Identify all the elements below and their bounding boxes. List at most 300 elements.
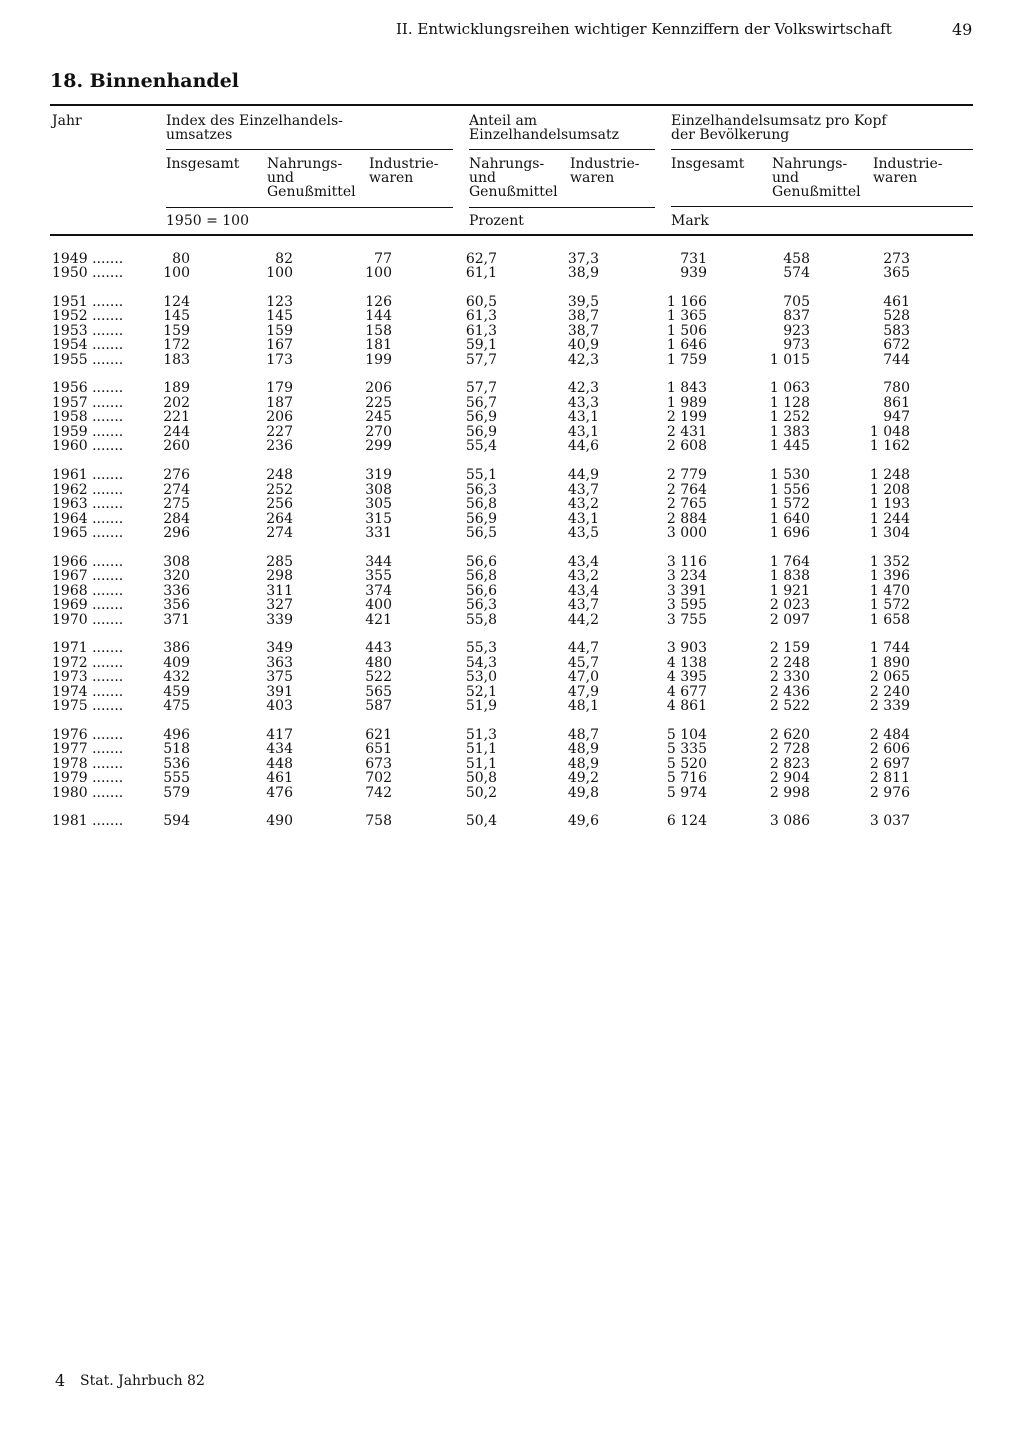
value-cell: 57,7 — [465, 380, 497, 396]
year-cell: 1966 ....... — [52, 554, 124, 570]
value-cell: 100 — [266, 265, 293, 281]
value-cell: 42,3 — [567, 352, 599, 368]
value-cell: 421 — [365, 612, 392, 628]
value-cell: 355 — [365, 568, 392, 584]
value-cell: 53,0 — [465, 669, 497, 685]
value-cell: 1 838 — [769, 568, 810, 584]
value-cell: 159 — [163, 323, 190, 339]
value-cell: 100 — [365, 265, 392, 281]
footer-source: Stat. Jahrbuch 82 — [80, 1373, 205, 1389]
value-cell: 244 — [163, 424, 190, 440]
value-cell: 2 522 — [769, 698, 810, 714]
unit-share: Prozent — [469, 213, 524, 229]
value-cell: 144 — [365, 308, 392, 324]
value-cell: 55,8 — [465, 612, 497, 628]
subhead-index-industrial: Industrie- waren — [369, 156, 439, 186]
value-cell: 3 903 — [666, 640, 707, 656]
value-cell: 252 — [266, 482, 293, 498]
value-cell: 705 — [783, 294, 810, 310]
value-cell: 2 764 — [666, 482, 707, 498]
value-cell: 124 — [163, 294, 190, 310]
page-number: 49 — [952, 20, 973, 39]
value-cell: 227 — [266, 424, 293, 440]
value-cell: 417 — [266, 727, 293, 743]
value-cell: 48,9 — [567, 741, 599, 757]
value-cell: 43,3 — [567, 395, 599, 411]
value-cell: 2 436 — [769, 684, 810, 700]
value-cell: 61,3 — [465, 308, 497, 324]
value-cell: 1 063 — [769, 380, 810, 396]
units-rule-per-capita — [671, 206, 973, 207]
value-cell: 274 — [163, 482, 190, 498]
value-cell: 2 779 — [666, 467, 707, 483]
value-cell: 1 396 — [869, 568, 910, 584]
value-cell: 50,4 — [465, 813, 497, 829]
year-cell: 1974 ....... — [52, 684, 124, 700]
header-group-share: Anteil am Einzelhandelsumsatz — [469, 113, 619, 143]
value-cell: 459 — [163, 684, 190, 700]
value-cell: 43,4 — [567, 583, 599, 599]
value-cell: 319 — [365, 467, 392, 483]
value-cell: 54,3 — [465, 655, 497, 671]
value-cell: 1 048 — [869, 424, 910, 440]
year-cell: 1960 ....... — [52, 438, 124, 454]
value-cell: 39,5 — [567, 294, 599, 310]
value-cell: 579 — [163, 785, 190, 801]
value-cell: 443 — [365, 640, 392, 656]
value-cell: 44,2 — [567, 612, 599, 628]
year-cell: 1971 ....... — [52, 640, 124, 656]
value-cell: 55,4 — [465, 438, 497, 454]
value-cell: 1 744 — [869, 640, 910, 656]
subhead-index-total: Insgesamt — [166, 156, 240, 172]
value-cell: 4 138 — [666, 655, 707, 671]
year-cell: 1981 ....... — [52, 813, 124, 829]
value-cell: 2 998 — [769, 785, 810, 801]
value-cell: 651 — [365, 741, 392, 757]
value-cell: 2 823 — [769, 756, 810, 772]
value-cell: 206 — [365, 380, 392, 396]
value-cell: 38,7 — [567, 308, 599, 324]
value-cell: 77 — [374, 251, 392, 267]
value-cell: 758 — [365, 813, 392, 829]
value-cell: 284 — [163, 511, 190, 527]
value-cell: 123 — [266, 294, 293, 310]
value-cell: 1 530 — [769, 467, 810, 483]
year-cell: 1967 ....... — [52, 568, 124, 584]
value-cell: 458 — [783, 251, 810, 267]
value-cell: 50,8 — [465, 770, 497, 786]
value-cell: 1 193 — [869, 496, 910, 512]
value-cell: 43,5 — [567, 525, 599, 541]
value-cell: 159 — [266, 323, 293, 339]
value-cell: 308 — [365, 482, 392, 498]
value-cell: 1 921 — [769, 583, 810, 599]
header-year: Jahr — [52, 113, 82, 129]
value-cell: 1 759 — [666, 352, 707, 368]
value-cell: 270 — [365, 424, 392, 440]
year-cell: 1969 ....... — [52, 597, 124, 613]
value-cell: 49,8 — [567, 785, 599, 801]
value-cell: 371 — [163, 612, 190, 628]
value-cell: 386 — [163, 640, 190, 656]
value-cell: 273 — [883, 251, 910, 267]
value-cell: 2 697 — [869, 756, 910, 772]
header-group-rule-per-capita — [671, 149, 973, 150]
value-cell: 3 234 — [666, 568, 707, 584]
year-cell: 1956 ....... — [52, 380, 124, 396]
value-cell: 43,1 — [567, 424, 599, 440]
value-cell: 56,6 — [465, 554, 497, 570]
value-cell: 1 658 — [869, 612, 910, 628]
value-cell: 1 252 — [769, 409, 810, 425]
value-cell: 61,3 — [465, 323, 497, 339]
year-cell: 1964 ....... — [52, 511, 124, 527]
value-cell: 461 — [883, 294, 910, 310]
value-cell: 1 470 — [869, 583, 910, 599]
units-rule-index — [166, 207, 453, 208]
value-cell: 44,7 — [567, 640, 599, 656]
value-cell: 2 765 — [666, 496, 707, 512]
value-cell: 42,3 — [567, 380, 599, 396]
value-cell: 1 445 — [769, 438, 810, 454]
value-cell: 56,9 — [465, 511, 497, 527]
value-cell: 56,6 — [465, 583, 497, 599]
value-cell: 1 572 — [769, 496, 810, 512]
subhead-index-food: Nahrungs- und Genußmittel — [267, 156, 356, 200]
footer-sheet-number: 4 — [55, 1371, 66, 1390]
subhead-share-industrial: Industrie- waren — [570, 156, 640, 186]
value-cell: 296 — [163, 525, 190, 541]
value-cell: 48,9 — [567, 756, 599, 772]
year-cell: 1977 ....... — [52, 741, 124, 757]
value-cell: 939 — [680, 265, 707, 281]
value-cell: 1 244 — [869, 511, 910, 527]
value-cell: 51,9 — [465, 698, 497, 714]
value-cell: 1 696 — [769, 525, 810, 541]
value-cell: 51,1 — [465, 756, 497, 772]
value-cell: 344 — [365, 554, 392, 570]
value-cell: 780 — [883, 380, 910, 396]
value-cell: 528 — [883, 308, 910, 324]
value-cell: 594 — [163, 813, 190, 829]
value-cell: 225 — [365, 395, 392, 411]
value-cell: 183 — [163, 352, 190, 368]
year-cell: 1962 ....... — [52, 482, 124, 498]
value-cell: 56,5 — [465, 525, 497, 541]
value-cell: 587 — [365, 698, 392, 714]
value-cell: 1 989 — [666, 395, 707, 411]
year-cell: 1968 ....... — [52, 583, 124, 599]
year-cell: 1979 ....... — [52, 770, 124, 786]
value-cell: 2 431 — [666, 424, 707, 440]
value-cell: 1 556 — [769, 482, 810, 498]
value-cell: 518 — [163, 741, 190, 757]
value-cell: 56,8 — [465, 568, 497, 584]
value-cell: 56,8 — [465, 496, 497, 512]
value-cell: 43,7 — [567, 482, 599, 498]
value-cell: 621 — [365, 727, 392, 743]
year-cell: 1953 ....... — [52, 323, 124, 339]
running-head: II. Entwicklungsreihen wichtiger Kennziffern der Volkswirtschaft — [396, 20, 892, 38]
value-cell: 52,1 — [465, 684, 497, 700]
value-cell: 673 — [365, 756, 392, 772]
value-cell: 4 677 — [666, 684, 707, 700]
value-cell: 260 — [163, 438, 190, 454]
value-cell: 331 — [365, 525, 392, 541]
year-cell: 1972 ....... — [52, 655, 124, 671]
value-cell: 236 — [266, 438, 293, 454]
header-group-rule-share — [469, 149, 655, 150]
value-cell: 522 — [365, 669, 392, 685]
year-cell: 1957 ....... — [52, 395, 124, 411]
value-cell: 308 — [163, 554, 190, 570]
value-cell: 1 843 — [666, 380, 707, 396]
value-cell: 1 162 — [869, 438, 910, 454]
year-cell: 1949 ....... — [52, 251, 124, 267]
header-group-index: Index des Einzelhandels- umsatzes — [166, 113, 343, 143]
unit-per-capita: Mark — [671, 213, 709, 229]
year-cell: 1961 ....... — [52, 467, 124, 483]
value-cell: 565 — [365, 684, 392, 700]
value-cell: 2 097 — [769, 612, 810, 628]
value-cell: 100 — [163, 265, 190, 281]
value-cell: 496 — [163, 727, 190, 743]
value-cell: 336 — [163, 583, 190, 599]
value-cell: 2 904 — [769, 770, 810, 786]
value-cell: 56,7 — [465, 395, 497, 411]
year-cell: 1955 ....... — [52, 352, 124, 368]
value-cell: 837 — [783, 308, 810, 324]
value-cell: 555 — [163, 770, 190, 786]
value-cell: 672 — [883, 337, 910, 353]
value-cell: 43,1 — [567, 511, 599, 527]
value-cell: 2 884 — [666, 511, 707, 527]
value-cell: 1 646 — [666, 337, 707, 353]
value-cell: 973 — [783, 337, 810, 353]
value-cell: 2 339 — [869, 698, 910, 714]
header-group-per-capita: Einzelhandelsumsatz pro Kopf der Bevölkerung — [671, 113, 887, 143]
value-cell: 2 484 — [869, 727, 910, 743]
value-cell: 1 304 — [869, 525, 910, 541]
value-cell: 583 — [883, 323, 910, 339]
value-cell: 475 — [163, 698, 190, 714]
subhead-capita-food: Nahrungs- und Genußmittel — [772, 156, 861, 200]
value-cell: 5 974 — [666, 785, 707, 801]
value-cell: 2 608 — [666, 438, 707, 454]
value-cell: 285 — [266, 554, 293, 570]
value-cell: 2 728 — [769, 741, 810, 757]
value-cell: 48,7 — [567, 727, 599, 743]
value-cell: 2 811 — [869, 770, 910, 786]
value-cell: 1 640 — [769, 511, 810, 527]
value-cell: 145 — [266, 308, 293, 324]
value-cell: 126 — [365, 294, 392, 310]
value-cell: 4 395 — [666, 669, 707, 685]
year-cell: 1954 ....... — [52, 337, 124, 353]
value-cell: 5 520 — [666, 756, 707, 772]
value-cell: 490 — [266, 813, 293, 829]
value-cell: 248 — [266, 467, 293, 483]
value-cell: 49,6 — [567, 813, 599, 829]
table-top-rule — [50, 104, 973, 106]
value-cell: 245 — [365, 409, 392, 425]
value-cell: 1 248 — [869, 467, 910, 483]
value-cell: 375 — [266, 669, 293, 685]
value-cell: 744 — [883, 352, 910, 368]
value-cell: 43,2 — [567, 496, 599, 512]
value-cell: 305 — [365, 496, 392, 512]
value-cell: 3 755 — [666, 612, 707, 628]
value-cell: 299 — [365, 438, 392, 454]
value-cell: 1 208 — [869, 482, 910, 498]
value-cell: 60,5 — [465, 294, 497, 310]
value-cell: 38,7 — [567, 323, 599, 339]
value-cell: 2 606 — [869, 741, 910, 757]
value-cell: 62,7 — [465, 251, 497, 267]
value-cell: 3 037 — [869, 813, 910, 829]
year-cell: 1973 ....... — [52, 669, 124, 685]
value-cell: 56,9 — [465, 409, 497, 425]
value-cell: 145 — [163, 308, 190, 324]
value-cell: 1 365 — [666, 308, 707, 324]
value-cell: 82 — [275, 251, 293, 267]
value-cell: 57,7 — [465, 352, 497, 368]
value-cell: 59,1 — [465, 337, 497, 353]
year-cell: 1959 ....... — [52, 424, 124, 440]
value-cell: 38,9 — [567, 265, 599, 281]
value-cell: 947 — [883, 409, 910, 425]
value-cell: 274 — [266, 525, 293, 541]
value-cell: 391 — [266, 684, 293, 700]
value-cell: 2 240 — [869, 684, 910, 700]
subhead-capita-total: Insgesamt — [671, 156, 745, 172]
value-cell: 50,2 — [465, 785, 497, 801]
value-cell: 61,1 — [465, 265, 497, 281]
value-cell: 1 383 — [769, 424, 810, 440]
value-cell: 403 — [266, 698, 293, 714]
units-rule-share — [469, 207, 655, 208]
value-cell: 256 — [266, 496, 293, 512]
value-cell: 80 — [172, 251, 190, 267]
value-cell: 339 — [266, 612, 293, 628]
value-cell: 173 — [266, 352, 293, 368]
value-cell: 3 391 — [666, 583, 707, 599]
value-cell: 476 — [266, 785, 293, 801]
subhead-share-food: Nahrungs- und Genußmittel — [469, 156, 558, 200]
value-cell: 172 — [163, 337, 190, 353]
header-group-rule-index — [166, 149, 453, 150]
value-cell: 374 — [365, 583, 392, 599]
value-cell: 315 — [365, 511, 392, 527]
value-cell: 1 764 — [769, 554, 810, 570]
year-cell: 1951 ....... — [52, 294, 124, 310]
year-cell: 1978 ....... — [52, 756, 124, 772]
value-cell: 434 — [266, 741, 293, 757]
value-cell: 1 572 — [869, 597, 910, 613]
year-cell: 1952 ....... — [52, 308, 124, 324]
value-cell: 3 595 — [666, 597, 707, 613]
year-cell: 1963 ....... — [52, 496, 124, 512]
value-cell: 44,6 — [567, 438, 599, 454]
value-cell: 861 — [883, 395, 910, 411]
value-cell: 311 — [266, 583, 293, 599]
value-cell: 2 620 — [769, 727, 810, 743]
value-cell: 1 352 — [869, 554, 910, 570]
value-cell: 327 — [266, 597, 293, 613]
value-cell: 923 — [783, 323, 810, 339]
value-cell: 2 248 — [769, 655, 810, 671]
value-cell: 365 — [883, 265, 910, 281]
value-cell: 298 — [266, 568, 293, 584]
value-cell: 43,2 — [567, 568, 599, 584]
value-cell: 3 116 — [666, 554, 707, 570]
value-cell: 167 — [266, 337, 293, 353]
value-cell: 1 890 — [869, 655, 910, 671]
value-cell: 43,7 — [567, 597, 599, 613]
value-cell: 47,9 — [567, 684, 599, 700]
value-cell: 536 — [163, 756, 190, 772]
year-cell: 1980 ....... — [52, 785, 124, 801]
year-cell: 1970 ....... — [52, 612, 124, 628]
value-cell: 1 015 — [769, 352, 810, 368]
value-cell: 5 716 — [666, 770, 707, 786]
value-cell: 400 — [365, 597, 392, 613]
header-bottom-rule — [50, 234, 973, 236]
subhead-capita-industrial: Industrie- waren — [873, 156, 943, 186]
value-cell: 5 104 — [666, 727, 707, 743]
value-cell: 1 506 — [666, 323, 707, 339]
value-cell: 202 — [163, 395, 190, 411]
value-cell: 356 — [163, 597, 190, 613]
value-cell: 3 086 — [769, 813, 810, 829]
value-cell: 461 — [266, 770, 293, 786]
value-cell: 206 — [266, 409, 293, 425]
value-cell: 44,9 — [567, 467, 599, 483]
value-cell: 409 — [163, 655, 190, 671]
value-cell: 363 — [266, 655, 293, 671]
value-cell: 2 159 — [769, 640, 810, 656]
value-cell: 158 — [365, 323, 392, 339]
value-cell: 480 — [365, 655, 392, 671]
value-cell: 448 — [266, 756, 293, 772]
value-cell: 5 335 — [666, 741, 707, 757]
value-cell: 43,1 — [567, 409, 599, 425]
value-cell: 574 — [783, 265, 810, 281]
year-cell: 1976 ....... — [52, 727, 124, 743]
value-cell: 2 976 — [869, 785, 910, 801]
year-cell: 1975 ....... — [52, 698, 124, 714]
year-cell: 1965 ....... — [52, 525, 124, 541]
value-cell: 187 — [266, 395, 293, 411]
section-title: 18. Binnenhandel — [50, 70, 240, 92]
value-cell: 2 065 — [869, 669, 910, 685]
value-cell: 181 — [365, 337, 392, 353]
value-cell: 349 — [266, 640, 293, 656]
value-cell: 179 — [266, 380, 293, 396]
value-cell: 199 — [365, 352, 392, 368]
value-cell: 43,4 — [567, 554, 599, 570]
value-cell: 48,1 — [567, 698, 599, 714]
value-cell: 731 — [680, 251, 707, 267]
value-cell: 56,3 — [465, 597, 497, 613]
value-cell: 6 124 — [666, 813, 707, 829]
value-cell: 49,2 — [567, 770, 599, 786]
value-cell: 45,7 — [567, 655, 599, 671]
value-cell: 56,3 — [465, 482, 497, 498]
value-cell: 3 000 — [666, 525, 707, 541]
year-cell: 1958 ....... — [52, 409, 124, 425]
